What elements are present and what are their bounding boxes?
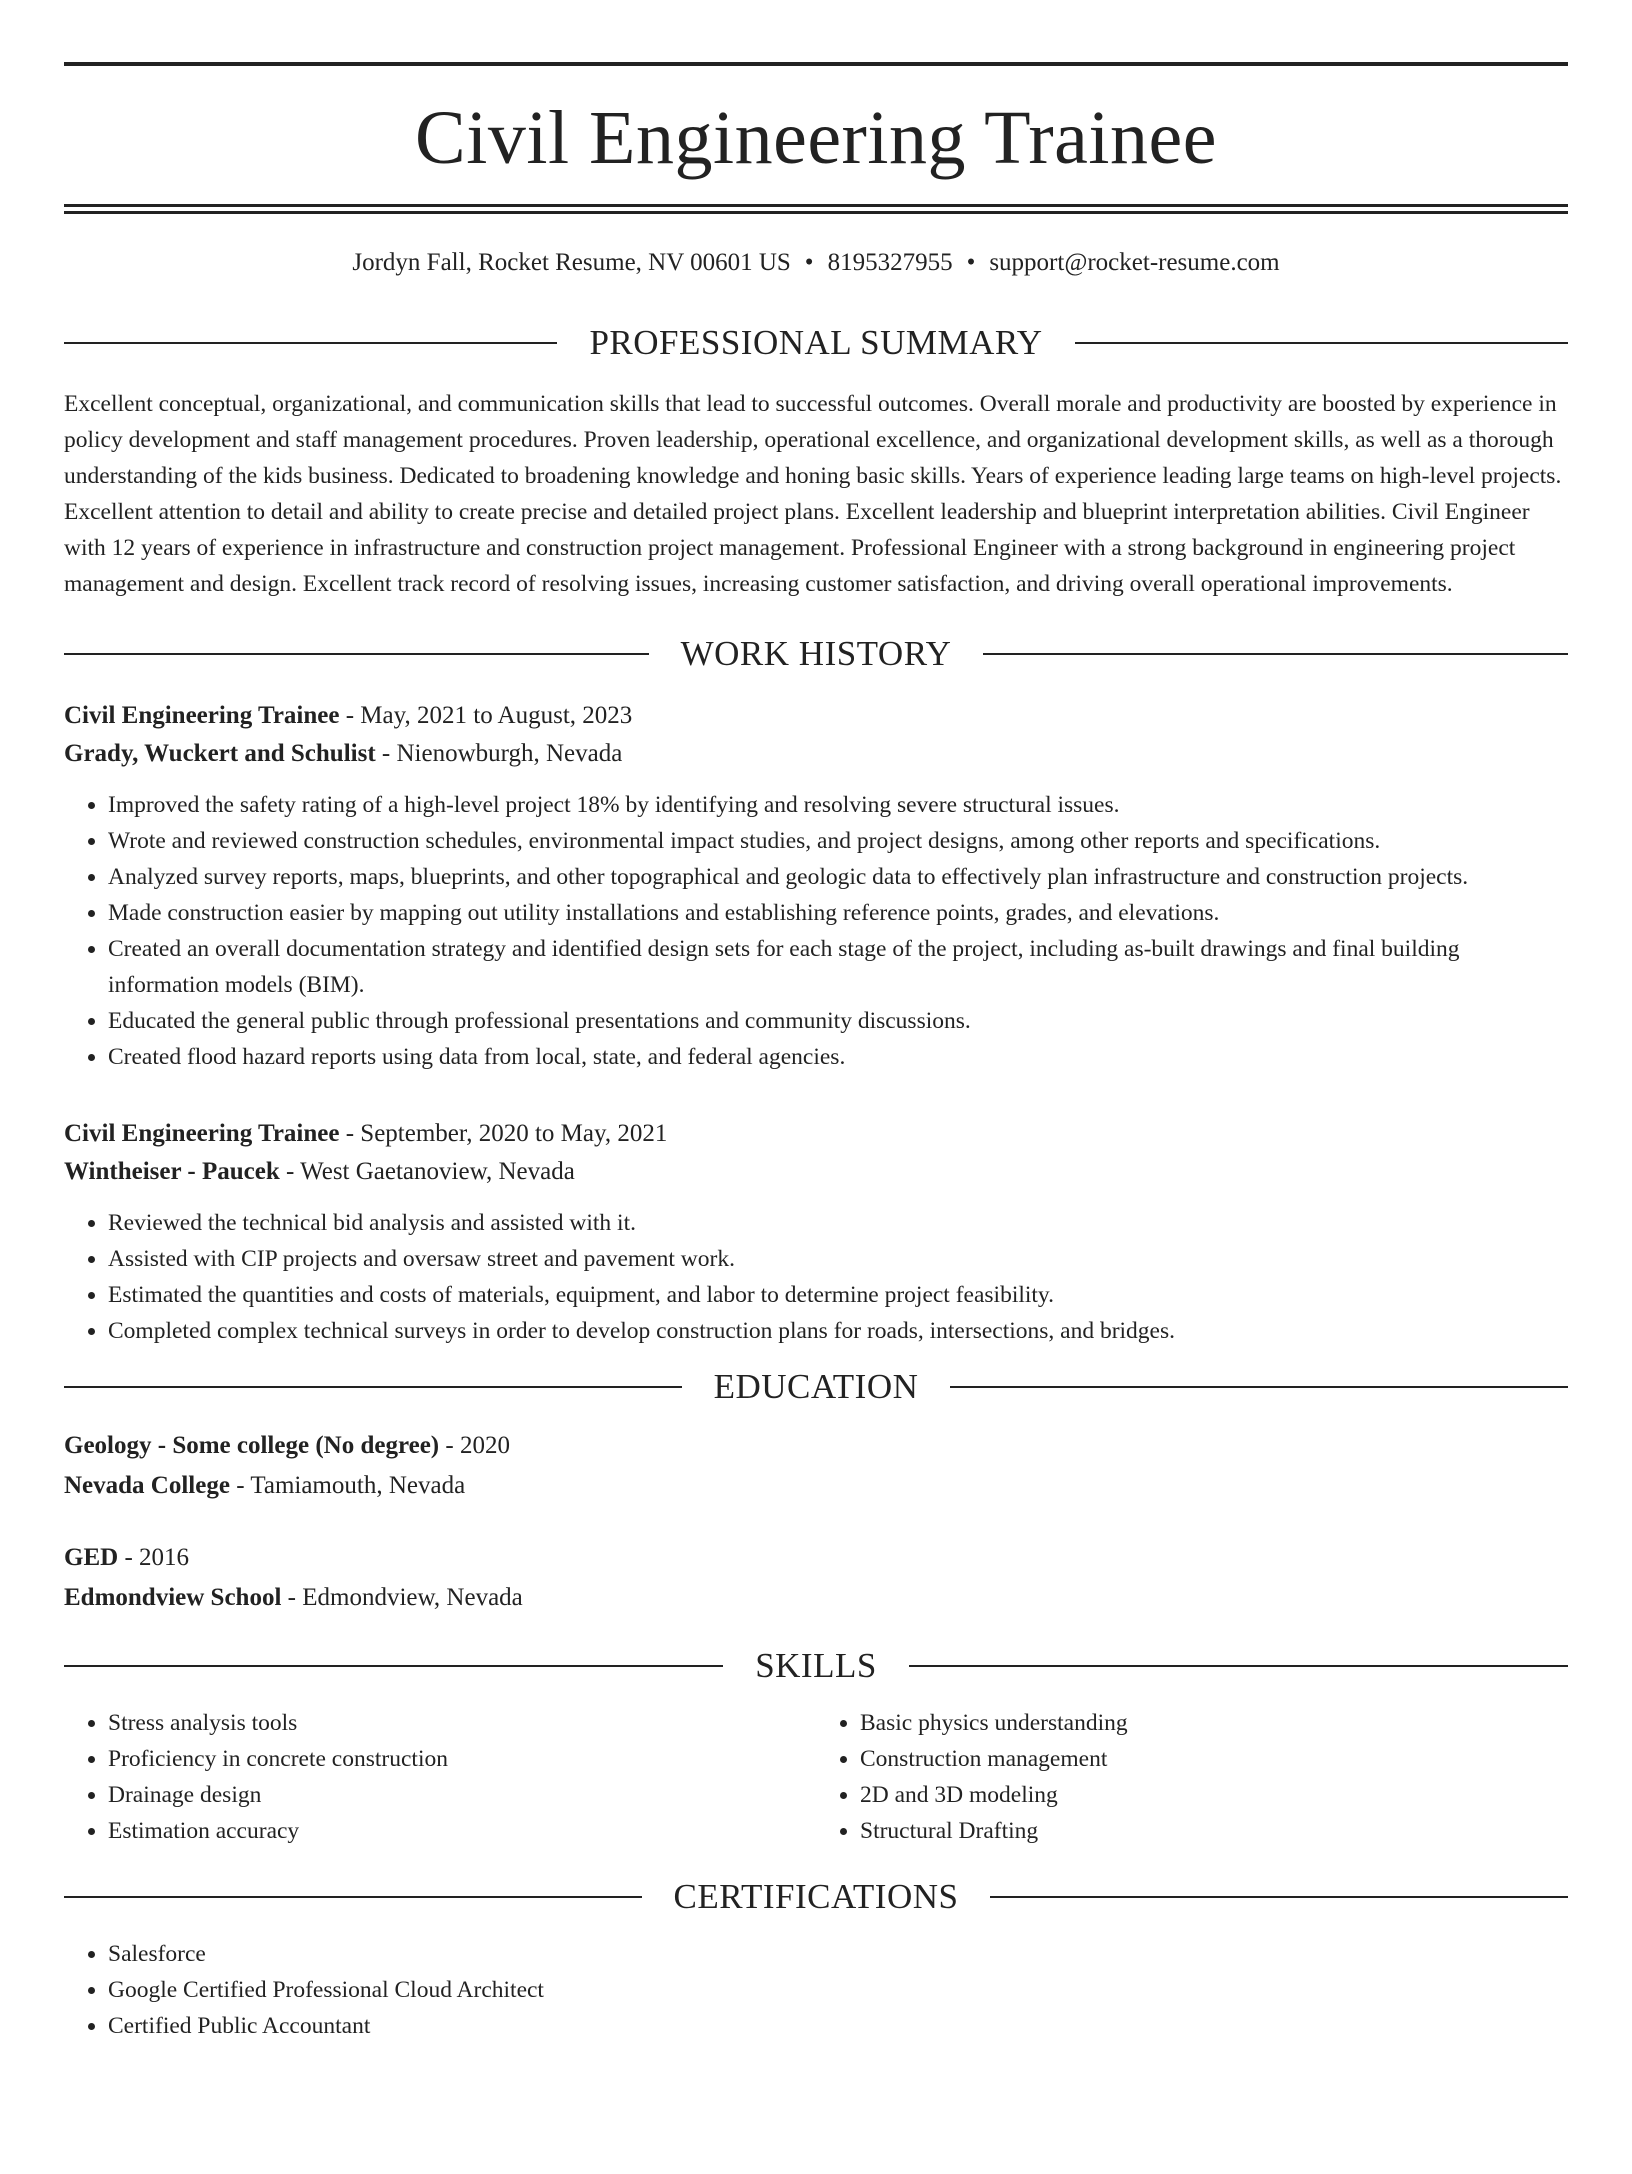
title-double-rule	[64, 204, 1568, 214]
skill-item: • Drainage design	[108, 1777, 816, 1813]
heading-rule	[64, 653, 649, 655]
heading-rule	[909, 1665, 1568, 1667]
job-dates: - May, 2021 to August, 2023	[339, 702, 633, 729]
education-degree-line	[64, 1426, 1568, 1466]
job-bullet: • Created flood hazard reports using data from local, state, and federal agencies.	[108, 1039, 1568, 1075]
skill-item: • Construction management	[860, 1741, 1568, 1777]
summary-paragraph: Excellent conceptual, organizational, and communication skills that lead to successful outcomes. Overall morale and productivity are boosted by experience in policy development and staff management procedures. Proven leadership, operational excellence, and organizational development skills, as well as a thorough understanding of the kids business. Dedicated to broadening knowledge and honing basic skills. Years of experience leading large teams on high-level projects. Excellent attention to detail and ability to create precise and detailed project plans. Excellent leadership and blueprint interpretation abilities. Civil Engineer with 12 years of experience in infrastructure and construction project management. Professional Engineer with a strong background in engineering project management and design. Excellent track record of resolving issues, increasing customer satisfaction, and driving overall operational improvements.	[64, 391, 1562, 597]
education-entry	[64, 1538, 1568, 1618]
job-company: Wintheiser - Paucek	[64, 1158, 280, 1185]
job-bullet: • Created an overall documentation strategy and identified design sets for each stage of the project, including as-built drawings and final building information models (BIM).	[108, 931, 1568, 1003]
section-title: PROFESSIONAL SUMMARY	[589, 323, 1043, 362]
education-degree: Geology - Some college (No degree)	[64, 1432, 440, 1459]
job-company-line	[64, 735, 1568, 773]
heading-rule	[990, 1896, 1568, 1898]
education-location: - Tamiamouth, Nevada	[229, 1472, 466, 1499]
skill-item: • Proficiency in concrete construction	[108, 1741, 816, 1777]
job-entry	[64, 697, 1568, 1075]
skill-item: • Basic physics understanding	[860, 1705, 1568, 1741]
education-location: - Edmondview, Nevada	[281, 1584, 523, 1611]
certifications-block	[64, 1936, 1568, 2044]
heading-rule	[64, 1665, 723, 1667]
certification-item: • Salesforce	[108, 1936, 1568, 1972]
skills-columns	[64, 1705, 1568, 1849]
education-school-line	[64, 1466, 1568, 1506]
skills-list-left	[64, 1705, 816, 1849]
contact-phone: 8195327955	[827, 249, 953, 276]
job-bullet: • Completed complex technical surveys in order to develop construction plans for roads, intersections, and bridges.	[108, 1313, 1568, 1349]
education-year: - 2016	[118, 1544, 190, 1571]
section-title: WORK HISTORY	[680, 634, 952, 673]
certification-item: • Google Certified Professional Cloud Architect	[108, 1972, 1568, 2008]
contact-line	[64, 250, 1568, 275]
heading-rule	[983, 653, 1568, 655]
heading-rule	[64, 1386, 682, 1388]
skill-item: • 2D and 3D modeling	[860, 1777, 1568, 1813]
job-bullet: • Estimated the quantities and costs of materials, equipment, and labor to determine project feasibility.	[108, 1277, 1568, 1313]
section-title: EDUCATION	[713, 1367, 919, 1406]
section-heading-certifications	[64, 1879, 1568, 1914]
resume-title: Civil Engineering Trainee	[415, 96, 1217, 180]
job-bullet-list	[64, 1205, 1568, 1349]
contact-address: Jordyn Fall, Rocket Resume, NV 00601 US	[352, 249, 791, 276]
education-school: Nevada College	[64, 1472, 230, 1499]
contact-separator: •	[804, 249, 814, 276]
skill-item: • Stress analysis tools	[108, 1705, 816, 1741]
job-title-line	[64, 1115, 1568, 1153]
job-bullet: • Analyzed survey reports, maps, blueprints, and other topographical and geologic data to effectively plan infrastructure and construction projects.	[108, 859, 1568, 895]
certification-item: • Certified Public Accountant	[108, 2008, 1568, 2044]
section-title: CERTIFICATIONS	[673, 1877, 959, 1916]
skill-item: • Structural Drafting	[860, 1813, 1568, 1849]
job-bullet: • Assisted with CIP projects and oversaw street and pavement work.	[108, 1241, 1568, 1277]
section-heading-skills	[64, 1648, 1568, 1683]
job-dates: - September, 2020 to May, 2021	[339, 1120, 668, 1147]
job-bullet-list	[64, 787, 1568, 1075]
job-bullet: • Made construction easier by mapping out utility installations and establishing reference points, grades, and elevations.	[108, 895, 1568, 931]
education-year: - 2020	[439, 1432, 510, 1459]
skill-item: • Estimation accuracy	[108, 1813, 816, 1849]
job-title-line	[64, 697, 1568, 735]
section-heading-education	[64, 1369, 1568, 1404]
contact-email: support@rocket-resume.com	[989, 249, 1280, 276]
certifications-list	[64, 1936, 1568, 2044]
section-heading-summary	[64, 325, 1568, 360]
education-degree: GED	[64, 1544, 119, 1571]
job-bullet: • Wrote and reviewed construction schedules, environmental impact studies, and project designs, among other reports and specifications.	[108, 823, 1568, 859]
top-rule	[64, 62, 1568, 66]
job-company-line	[64, 1153, 1568, 1191]
heading-rule	[64, 342, 557, 344]
job-bullet: • Improved the safety rating of a high-level project 18% by identifying and resolving severe structural issues.	[108, 787, 1568, 823]
resume-page	[0, 62, 1632, 2174]
job-title: Civil Engineering Trainee	[64, 702, 340, 729]
heading-rule	[950, 1386, 1568, 1388]
job-location: - Nienowburgh, Nevada	[375, 740, 623, 767]
contact-separator: •	[966, 249, 976, 276]
job-title: Civil Engineering Trainee	[64, 1120, 340, 1147]
section-heading-work-history	[64, 636, 1568, 671]
job-company: Grady, Wuckert and Schulist	[64, 740, 376, 767]
heading-rule	[1075, 342, 1568, 344]
job-bullet: • Educated the general public through professional presentations and community discussions.	[108, 1003, 1568, 1039]
section-title: SKILLS	[755, 1646, 877, 1685]
education-entry	[64, 1426, 1568, 1506]
job-entry	[64, 1115, 1568, 1349]
education-school: Edmondview School	[64, 1584, 282, 1611]
education-school-line	[64, 1578, 1568, 1618]
job-bullet: • Reviewed the technical bid analysis and assisted with it.	[108, 1205, 1568, 1241]
heading-rule	[64, 1896, 642, 1898]
job-location: - West Gaetanoview, Nevada	[279, 1158, 575, 1185]
skills-list-right	[816, 1705, 1568, 1849]
education-degree-line	[64, 1538, 1568, 1578]
